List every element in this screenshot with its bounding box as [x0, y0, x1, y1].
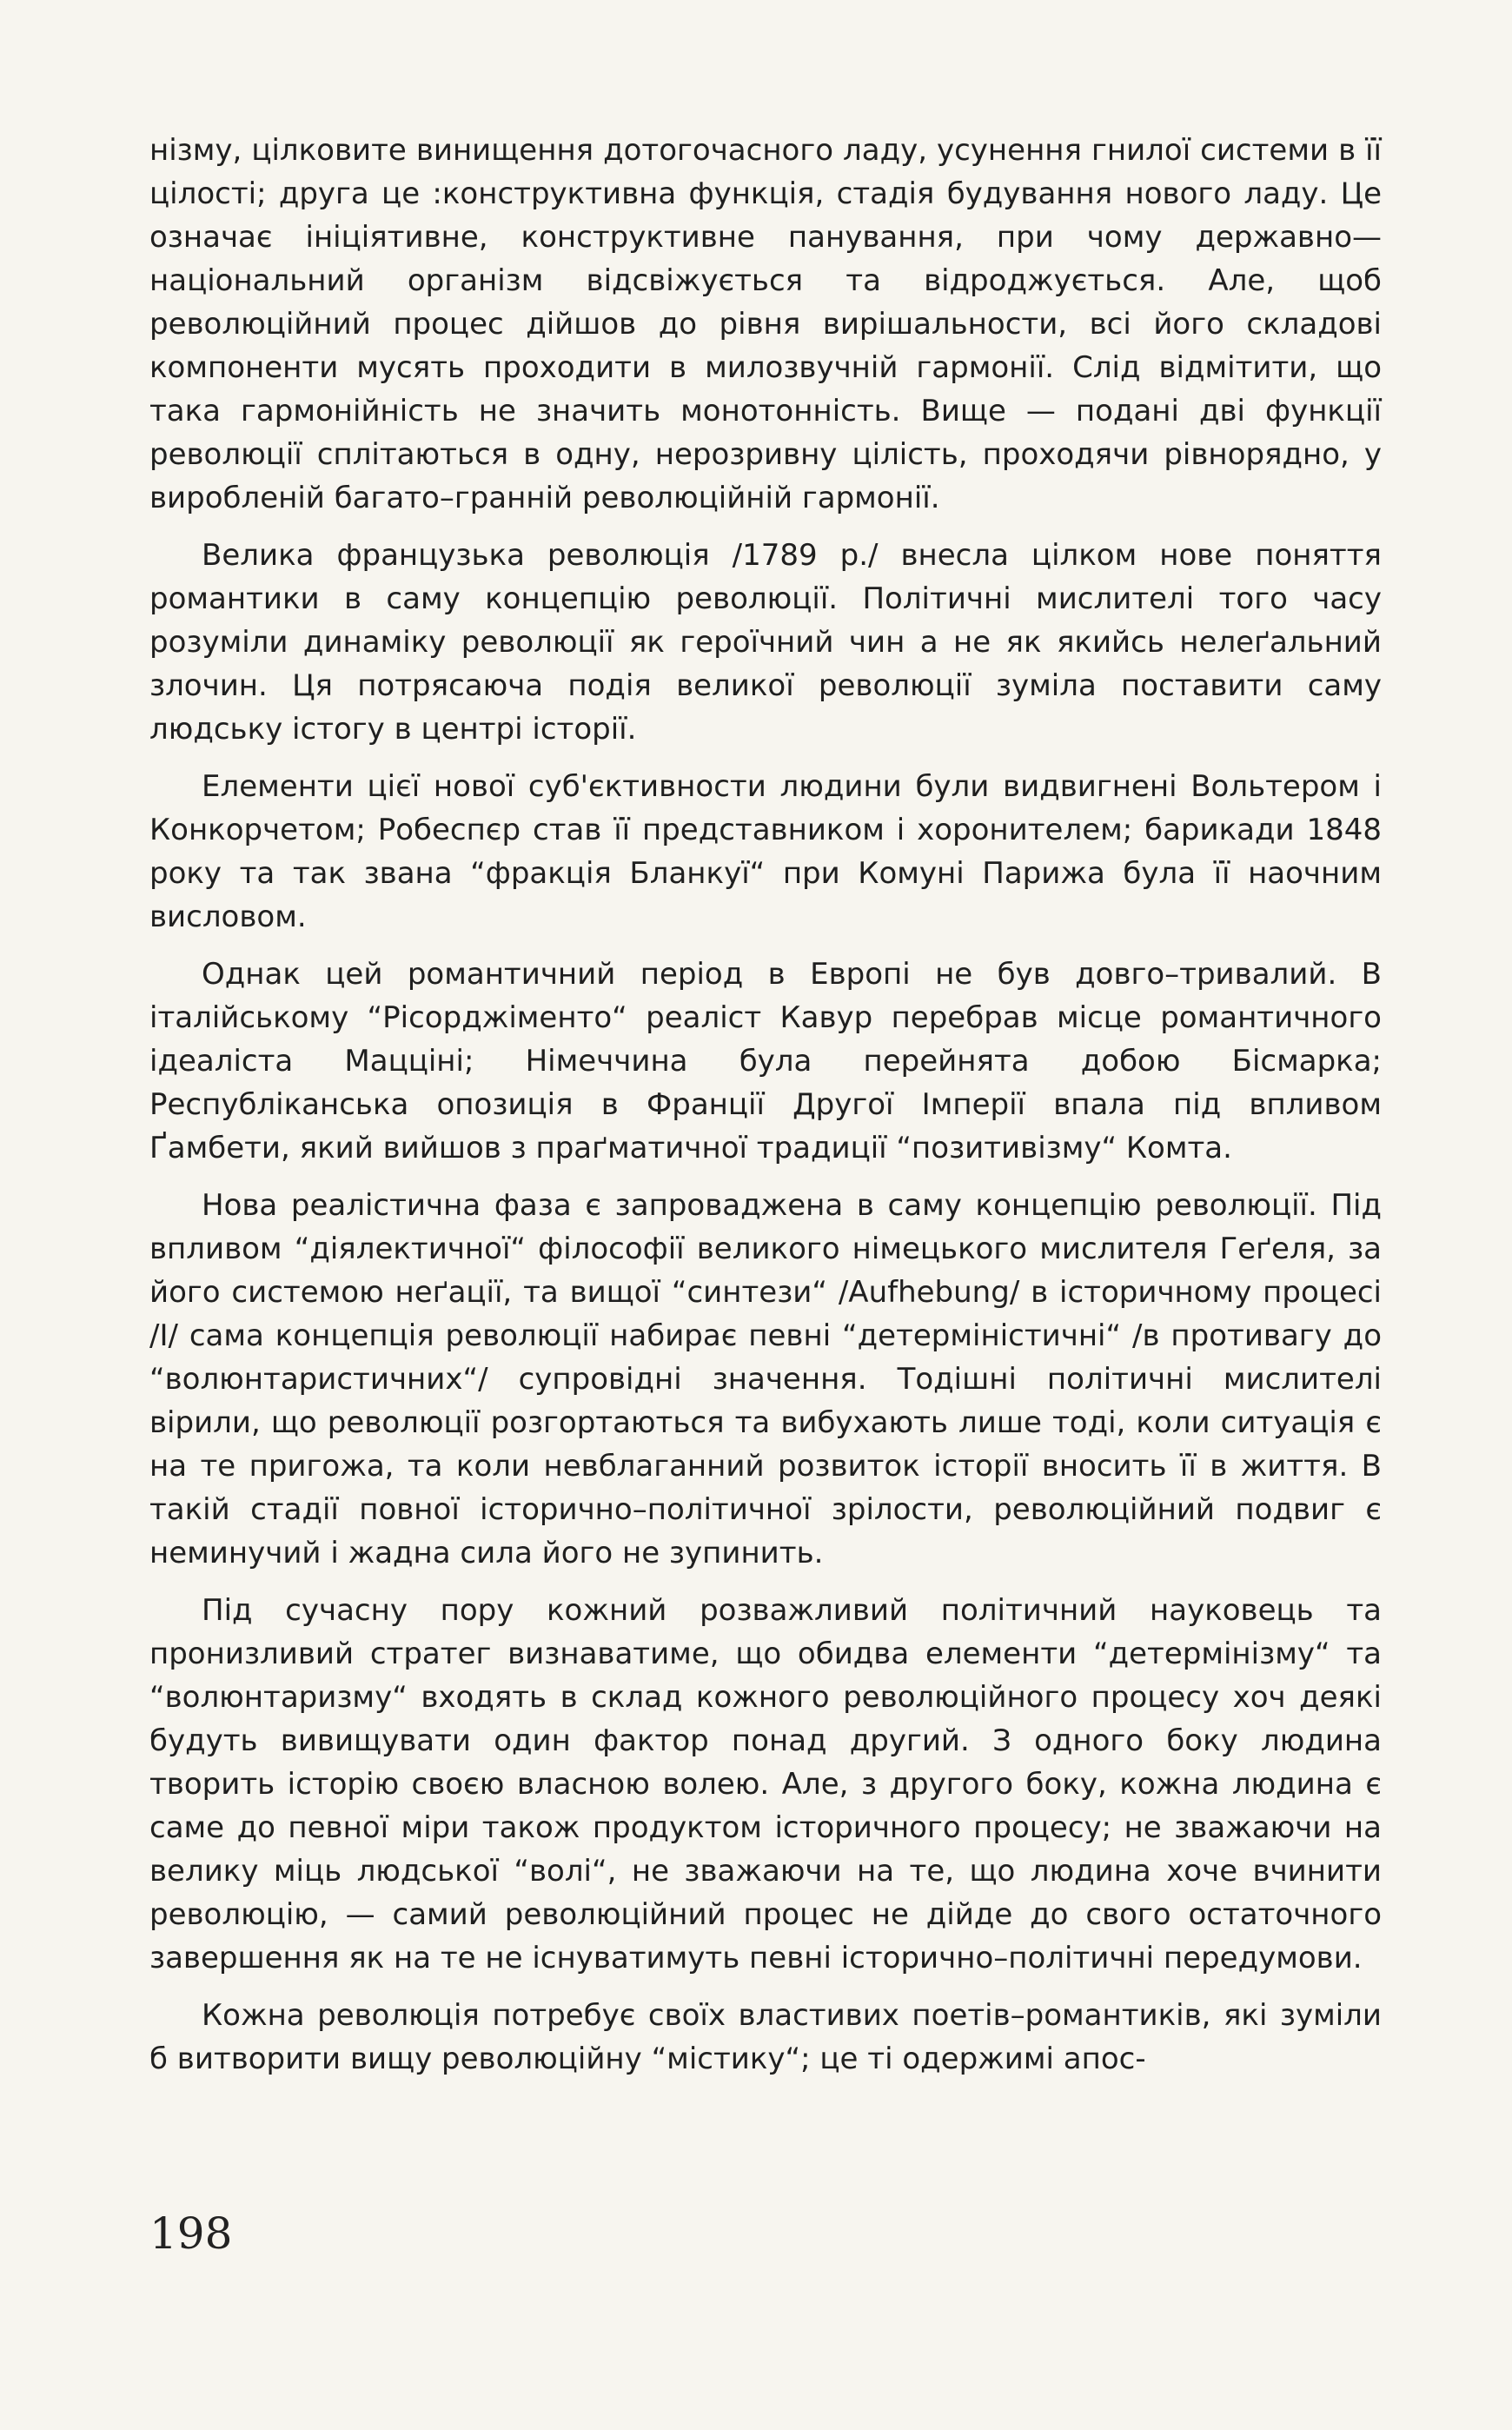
paragraph: Однак цей романтичний період в Европі не був довго–тривалий. В італійському “Рісорджіменто“ реаліст Кавур перебрав місце романтичного ідеаліста Мацціні; Німеччина була перейнята добою Бісмарка; Республіканська опозиція в Франції Другої Імперії впала під впливом Ґамбети, який вийшов з праґматичної традиції “позитивізму“ Комта. [149, 957, 1382, 1165]
paragraph: Велика французька революція /1789 р./ внесла цілком нове поняття романтики в саму концепцію революції. Політичні мислителі того часу розуміли динаміку революції як героїчний чин а не як якийсь нелеґальний злочин. Ця потрясаюча подія великої революції зуміла поставити саму людську істогу в центрі історії. [149, 538, 1382, 747]
paragraph: Нова реалістична фаза є запроваджена в саму концепцію революції. Під впливом “діялектичної“ філософії великого німецького мислителя Геґеля, за його системою неґації, та вищої “синтези“ /Aufhebung/ в історичному процесі /I/ сама концепція революції набирає певні “детерміністичні“ /в противагу до “волюнтаристичних“/ супровідні значення. Тодішні політичні мислителі вірили, що революції розгортаються та вибухають лише тоді, коли ситуація є на те пригожа, та коли невблаганний розвиток історії вносить її в життя. В такій стадії повної історично–політичної зрілости, революційний подвиг є неминучий і жадна сила його не зупинить. [149, 1188, 1382, 1570]
paragraph: нізму, цілковите винищення дотогочасного ладу, усунення гнилої системи в її цілості; друга це :конструктивна функція, стадія будування нового ладу. Це означає ініціятивне, конструктивне панування, при чому державно—національний організм відсвіжується та відроджується. Але, щоб революційний процес дійшов до рівня вирішальности, всі його складові компоненти мусять проходити в милозвучній гармонії. Слід відмітити, що така гармонійність не значить монотонність. Вище — подані дві функції революції сплітаються в одну, нерозривну цілість, проходячи рівнорядно, у виробленій багато–гранній революційній гармонії. [149, 133, 1382, 515]
paragraph: Кожна революція потребує своїх властивих поетів–романтиків, які зуміли б витворити вищу революційну “містику“; це ті одержимі апос- [149, 1998, 1382, 2076]
paragraph: Елементи цієї нової суб'єктивности людини були видвигнені Вольтером і Конкорчетом; Робеспєр став її представником і хоронителем; барикади 1848 року та так звана “фракція Бланкуї“ при Комуні Парижа була її наочним висловом. [149, 769, 1382, 934]
page-body [149, 129, 1382, 2095]
paragraph: Під сучасну пору кожний розважливий політичний науковець та пронизливий стратег визнаватиме, що обидва елементи “детермінізму“ та “волюнтаризму“ входять в склад кожного революційного процесу хоч деякі будуть вивищувати один фактор понад другий. З одного боку людина творить історію своєю власною волею. Але, з другого боку, кожна людина є саме до певної міри також продуктом історичного процесу; не зважаючи на велику міць людської “волі“, не зважаючи на те, що людина хоче вчинити революцію, — самий революційний процес не дійде до свого остаточного завершення як на те не існуватимуть певні історично–політичні передумови. [149, 1593, 1382, 1975]
page-number: 198 [149, 2208, 233, 2259]
